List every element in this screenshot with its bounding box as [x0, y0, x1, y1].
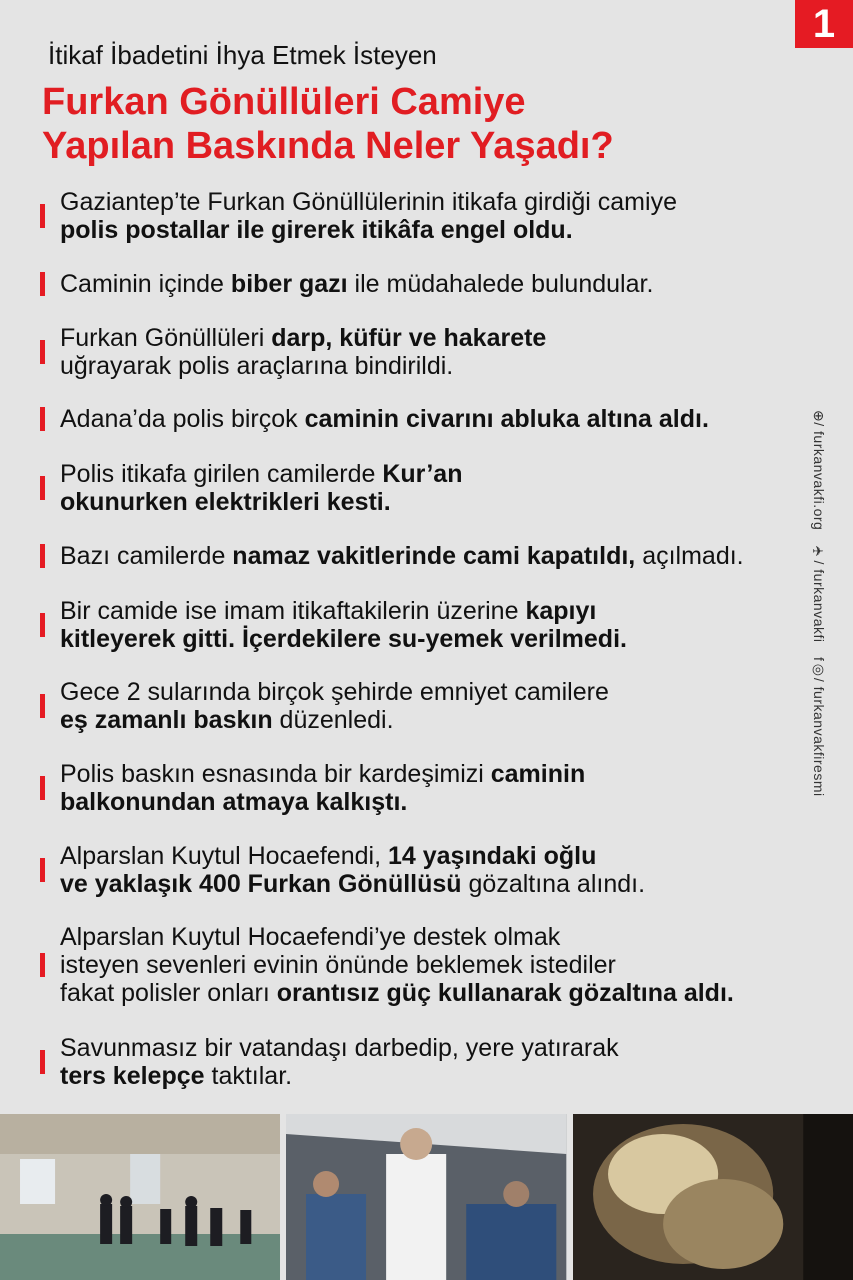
emphasis-text: ters kelepçe	[60, 1062, 205, 1090]
event-line	[60, 678, 609, 706]
social-links	[807, 410, 831, 880]
emphasis-text: okunurken elektrikleri kesti.	[60, 488, 391, 516]
emphasis-text: kapıyı	[525, 597, 597, 625]
bullet-marker	[40, 858, 45, 882]
event-line	[60, 788, 585, 816]
emphasis-text: polis postallar ile girerek itikâfa engel oldu.	[60, 216, 573, 244]
body-text: Savunmasız bir vatandaşı darbedip, yere yatırarak	[60, 1034, 619, 1062]
event-line	[60, 352, 546, 380]
bullet-marker	[40, 340, 45, 364]
body-text: Furkan Gönüllüleri	[60, 324, 272, 352]
emphasis-text: kitleyerek gitti. İçerdekilere su-yemek verilmedi.	[60, 625, 627, 653]
event-item	[40, 405, 709, 433]
body-text: Adana’da polis birçok	[60, 405, 305, 433]
event-item	[40, 923, 734, 1007]
emphasis-text: biber gazı	[230, 270, 348, 298]
body-text: taktılar.	[204, 1062, 293, 1090]
body-text: Bazı camilerde	[60, 542, 233, 570]
social-link[interactable]	[811, 410, 827, 530]
body-text: gözaltına alındı.	[461, 870, 646, 898]
emphasis-text: eş zamanlı baskın	[60, 706, 273, 734]
body-text: Gece 2 sularında birçok şehirde emniyet camilere	[60, 678, 609, 706]
event-line	[60, 979, 734, 1007]
event-item	[40, 678, 609, 734]
emphasis-text: Kur’an	[382, 460, 463, 488]
body-text: fakat polisler onları	[60, 979, 277, 1007]
bullet-marker	[40, 544, 45, 568]
body-text: açılmadı.	[635, 542, 744, 570]
event-item	[40, 188, 677, 244]
bullet-marker	[40, 476, 45, 500]
event-item	[40, 1034, 619, 1090]
emphasis-text: orantısız güç kullanarak gözaltına aldı.	[276, 979, 734, 1007]
event-line	[60, 1034, 619, 1062]
event-line	[60, 951, 734, 979]
kicker-text: İtikaf İbadetini İhya Etmek İsteyen	[48, 40, 437, 70]
emphasis-text: ve yaklaşık 400 Furkan Gönüllüsü	[60, 870, 462, 898]
event-line	[60, 625, 627, 653]
mosque-interior-photo	[0, 1114, 280, 1280]
social-link-text: / furkanvakfiresmi	[811, 677, 827, 797]
body-text: Gaziantep’te Furkan Gönüllülerinin itikafa girdiği camiye	[60, 188, 677, 216]
headline	[42, 80, 614, 168]
page-number-badge: 1	[795, 0, 853, 48]
emphasis-text: darp, küfür ve hakarete	[271, 324, 547, 352]
twitter-icon: ✈	[811, 544, 827, 561]
event-line	[60, 760, 585, 788]
headline-line-1: Furkan Gönüllüleri Camiye	[42, 81, 526, 123]
event-line	[60, 870, 645, 898]
event-item	[40, 542, 744, 570]
event-line	[60, 188, 677, 216]
event-item	[40, 842, 645, 898]
bullet-marker	[40, 953, 45, 977]
body-text: uğrayarak polis araçlarına bindirildi.	[60, 352, 454, 380]
event-line	[60, 842, 645, 870]
body-text: isteyen sevenleri evinin önünde beklemek istediler	[60, 951, 616, 979]
bullet-marker	[40, 407, 45, 431]
event-line	[60, 216, 677, 244]
event-line	[60, 270, 653, 298]
event-line	[60, 706, 609, 734]
emphasis-text: 14 yaşındaki oğlu	[387, 842, 597, 870]
emphasis-text: balkonundan atmaya kalkıştı.	[60, 788, 408, 816]
event-line	[60, 1062, 619, 1090]
body-text: Alparslan Kuytul Hocaefendi,	[60, 842, 388, 870]
event-item	[40, 270, 653, 298]
body-text: düzenledi.	[272, 706, 394, 734]
bullet-marker	[40, 272, 45, 296]
event-item	[40, 597, 627, 653]
emphasis-text: caminin	[490, 760, 586, 788]
event-line	[60, 460, 462, 488]
bullet-marker	[40, 613, 45, 637]
blurred-arrest-photo	[573, 1114, 853, 1280]
social-link[interactable]	[811, 657, 827, 797]
emphasis-text: namaz vakitlerinde cami kapatıldı,	[232, 542, 636, 570]
social-link[interactable]	[811, 544, 827, 642]
detainees-vehicle-photo	[286, 1114, 566, 1280]
headline-line-2: Yapılan Baskında Neler Yaşadı?	[42, 125, 614, 167]
bullet-marker	[40, 694, 45, 718]
body-text: Polis baskın esnasında bir kardeşimizi	[60, 760, 491, 788]
event-line	[60, 488, 462, 516]
event-item	[40, 460, 462, 516]
body-text: Alparslan Kuytul Hocaefendi’ye destek olmak	[60, 923, 561, 951]
body-text: Bir camide ise imam itikaftakilerin üzerine	[60, 597, 526, 625]
event-line	[60, 923, 734, 951]
social-link-text: / furkanvakfi	[811, 560, 827, 643]
event-line	[60, 542, 744, 570]
event-item	[40, 760, 585, 816]
event-item	[40, 324, 546, 380]
social-link-text: / furkanvakfi.org	[811, 422, 827, 531]
bullet-marker	[40, 204, 45, 228]
bullet-marker	[40, 776, 45, 800]
body-text: Polis itikafa girilen camilerde	[60, 460, 383, 488]
facebook-instagram-icon: f◎	[811, 656, 827, 678]
body-text: Caminin içinde	[60, 270, 231, 298]
photo-strip	[0, 1114, 853, 1280]
event-line	[60, 597, 627, 625]
bullet-marker	[40, 1050, 45, 1074]
globe-icon: ⊕	[811, 410, 827, 423]
body-text: ile müdahalede bulundular.	[347, 270, 654, 298]
event-line	[60, 324, 546, 352]
event-line	[60, 405, 709, 433]
emphasis-text: caminin civarını abluka altına aldı.	[304, 405, 709, 433]
